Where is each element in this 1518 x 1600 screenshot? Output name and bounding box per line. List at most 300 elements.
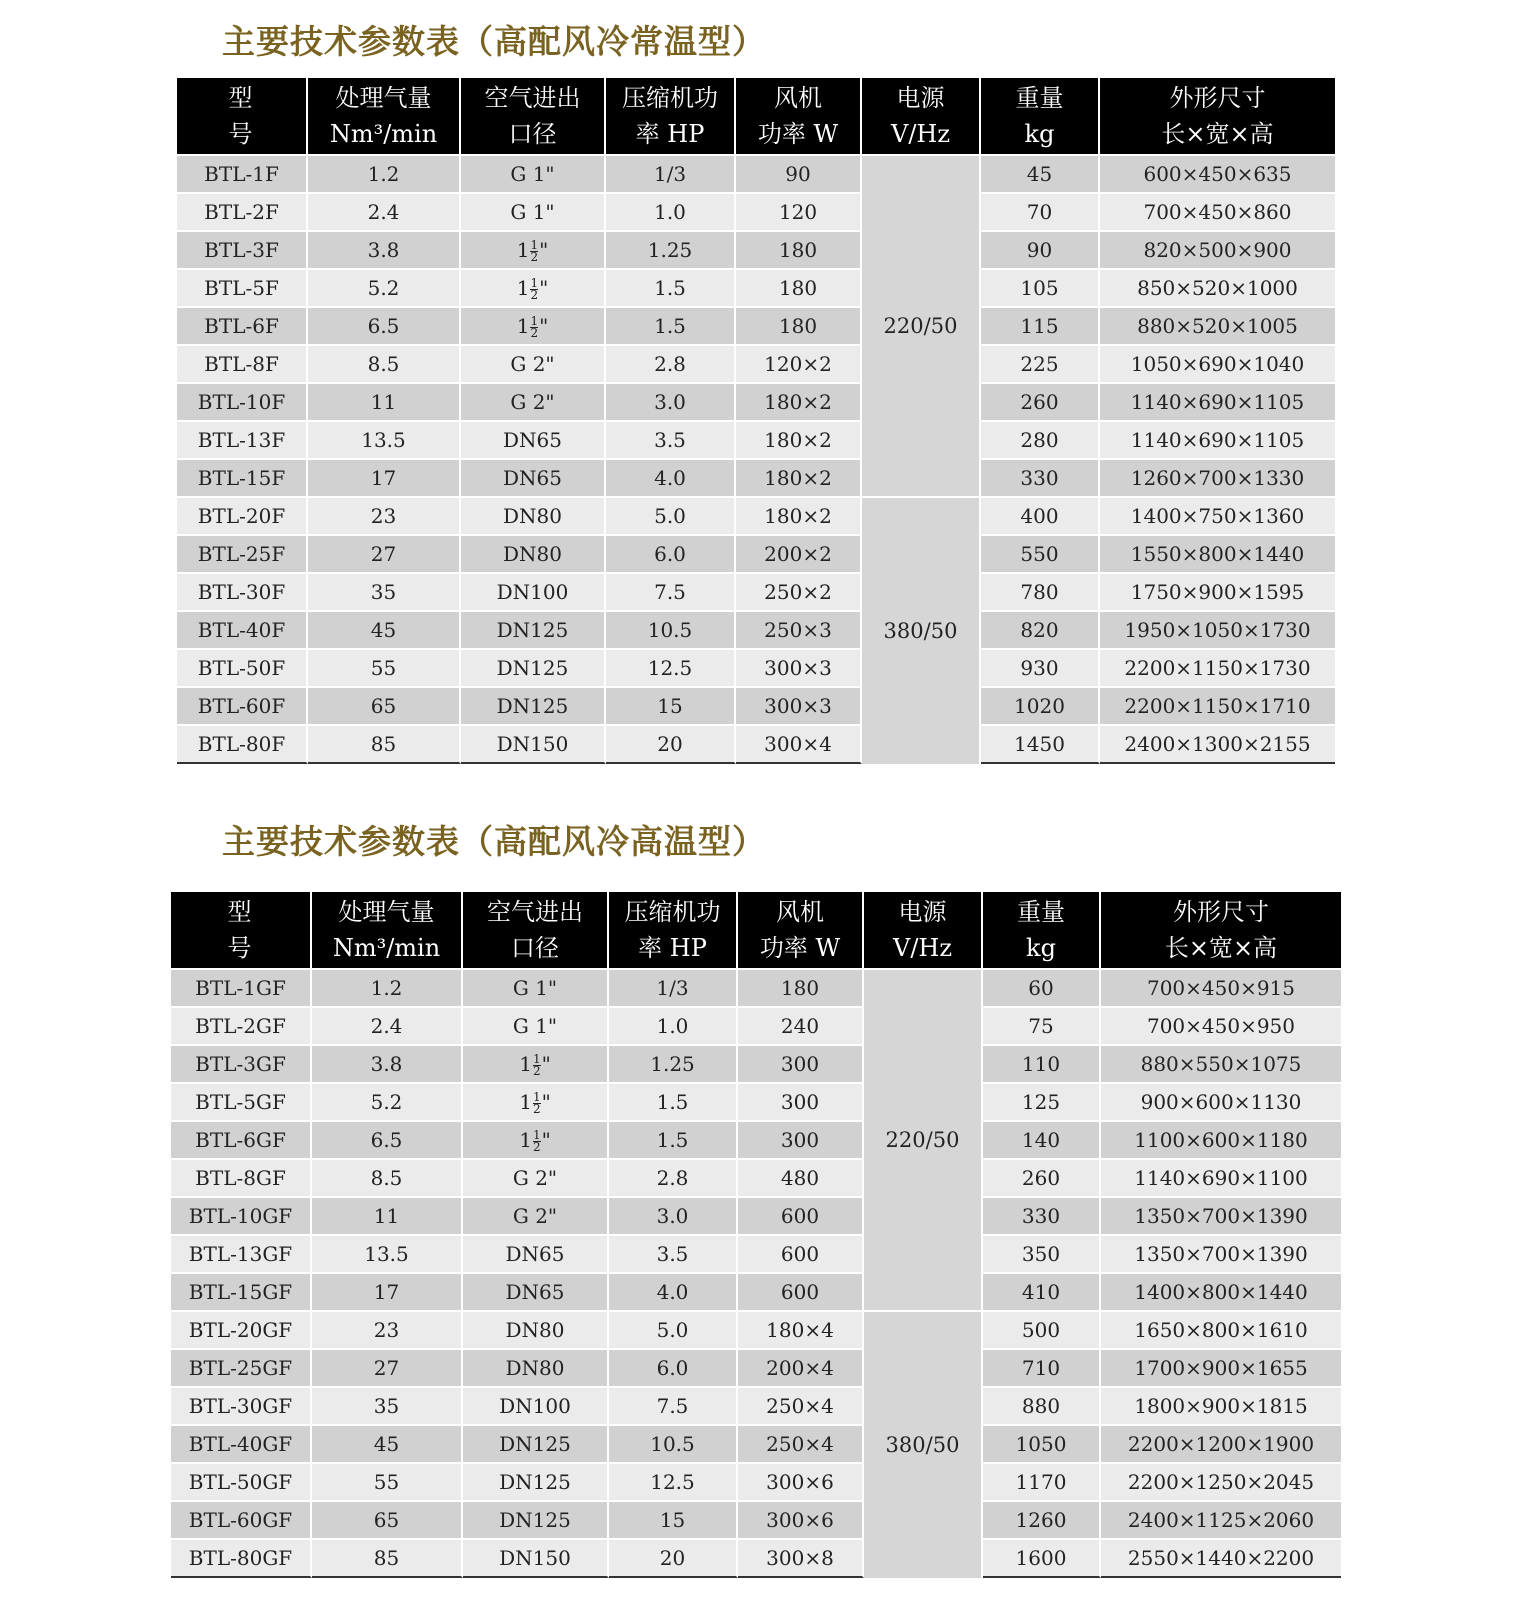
hp-cell: 20 bbox=[606, 724, 736, 764]
header-line-1: 风机 bbox=[774, 84, 822, 112]
port-cell: G 2" bbox=[461, 382, 606, 420]
weight-cell: 125 bbox=[983, 1082, 1101, 1120]
weight-cell: 1050 bbox=[983, 1424, 1101, 1462]
model-cell: BTL-40F bbox=[177, 610, 308, 648]
weight-cell: 90 bbox=[981, 230, 1100, 268]
port-cell: 1 $\frac{1}{2}$ " bbox=[461, 306, 606, 344]
weight-cell: 500 bbox=[983, 1310, 1101, 1348]
weight-cell: 930 bbox=[981, 648, 1100, 686]
fraction-half: $\frac{1}{2}$ bbox=[532, 1127, 541, 1154]
hp-cell: 1.5 bbox=[606, 306, 736, 344]
weight-cell: 110 bbox=[983, 1044, 1101, 1082]
fraction-half: $\frac{1}{2}$ bbox=[530, 275, 539, 302]
flow-cell: 13.5 bbox=[308, 420, 461, 458]
hp-cell: 1.5 bbox=[609, 1120, 738, 1158]
table-row bbox=[171, 1462, 1341, 1500]
model-cell: BTL-15F bbox=[177, 458, 308, 496]
header-cell bbox=[983, 892, 1101, 968]
dims-cell: 1550×800×1440 bbox=[1100, 534, 1335, 572]
model-cell: BTL-60GF bbox=[171, 1500, 312, 1538]
table-row bbox=[177, 686, 1335, 724]
hp-cell: 3.0 bbox=[606, 382, 736, 420]
fan-power-cell: 300×4 bbox=[736, 724, 862, 764]
header-row bbox=[171, 892, 1341, 968]
hp-cell: 3.0 bbox=[609, 1196, 738, 1234]
port-cell: DN80 bbox=[463, 1348, 609, 1386]
model-cell: BTL-1F bbox=[177, 154, 308, 192]
fan-power-cell: 300 bbox=[738, 1044, 864, 1082]
hp-cell: 2.8 bbox=[609, 1158, 738, 1196]
dims-cell: 700×450×860 bbox=[1100, 192, 1335, 230]
dims-cell: 900×600×1130 bbox=[1101, 1082, 1341, 1120]
weight-cell: 820 bbox=[981, 610, 1100, 648]
weight-cell: 330 bbox=[983, 1196, 1101, 1234]
header-line-2: kg bbox=[1024, 120, 1055, 148]
port-cell: DN125 bbox=[463, 1424, 609, 1462]
table-row bbox=[171, 1158, 1341, 1196]
fan-power-cell: 240 bbox=[738, 1006, 864, 1044]
model-cell: BTL-3F bbox=[177, 230, 308, 268]
fan-power-cell: 180×4 bbox=[738, 1310, 864, 1348]
fan-power-cell: 180 bbox=[738, 968, 864, 1006]
dims-cell: 1700×900×1655 bbox=[1101, 1348, 1341, 1386]
weight-cell: 1170 bbox=[983, 1462, 1101, 1500]
fan-power-cell: 300×3 bbox=[736, 686, 862, 724]
dims-cell: 880×520×1005 bbox=[1100, 306, 1335, 344]
dims-cell: 1750×900×1595 bbox=[1100, 572, 1335, 610]
flow-cell: 2.4 bbox=[308, 192, 461, 230]
port-cell: DN125 bbox=[461, 648, 606, 686]
weight-cell: 1450 bbox=[981, 724, 1100, 764]
dims-cell: 1800×900×1815 bbox=[1101, 1386, 1341, 1424]
port-cell: DN150 bbox=[463, 1538, 609, 1578]
hp-cell: 1.0 bbox=[606, 192, 736, 230]
header-cell bbox=[609, 892, 738, 968]
weight-cell: 105 bbox=[981, 268, 1100, 306]
spec-table bbox=[171, 892, 1341, 1578]
dims-cell: 1140×690×1105 bbox=[1100, 382, 1335, 420]
flow-cell: 2.4 bbox=[312, 1006, 463, 1044]
header-line-1: 空气进出 bbox=[487, 898, 583, 926]
model-cell: BTL-2F bbox=[177, 192, 308, 230]
weight-cell: 330 bbox=[981, 458, 1100, 496]
header-line-2: 口径 bbox=[508, 120, 557, 148]
port-cell: G 1" bbox=[461, 154, 606, 192]
flow-cell: 45 bbox=[312, 1424, 463, 1462]
hp-cell: 4.0 bbox=[606, 458, 736, 496]
fan-power-cell: 180 bbox=[736, 268, 862, 306]
dims-cell: 1050×690×1040 bbox=[1100, 344, 1335, 382]
port-cell: DN125 bbox=[461, 686, 606, 724]
table-row bbox=[177, 306, 1335, 344]
weight-cell: 280 bbox=[981, 420, 1100, 458]
dims-cell: 2200×1200×1900 bbox=[1101, 1424, 1341, 1462]
dims-cell: 1100×600×1180 bbox=[1101, 1120, 1341, 1158]
dims-cell: 880×550×1075 bbox=[1101, 1044, 1341, 1082]
flow-cell: 6.5 bbox=[308, 306, 461, 344]
port-cell: G 2" bbox=[461, 344, 606, 382]
port-cell: G 1" bbox=[463, 968, 609, 1006]
hp-cell: 7.5 bbox=[606, 572, 736, 610]
dims-cell: 1140×690×1105 bbox=[1100, 420, 1335, 458]
port-cell: G 2" bbox=[463, 1158, 609, 1196]
table-row bbox=[177, 420, 1335, 458]
port-cell: DN65 bbox=[463, 1234, 609, 1272]
header-line-2: 功率 W bbox=[759, 934, 841, 962]
weight-cell: 225 bbox=[981, 344, 1100, 382]
flow-cell: 6.5 bbox=[312, 1120, 463, 1158]
hp-cell: 20 bbox=[609, 1538, 738, 1578]
table-row bbox=[177, 154, 1335, 192]
header-cell bbox=[606, 78, 736, 154]
table-row bbox=[171, 968, 1341, 1006]
flow-cell: 65 bbox=[312, 1500, 463, 1538]
header-line-1: 型 号 bbox=[228, 84, 275, 148]
fan-power-cell: 300×3 bbox=[736, 648, 862, 686]
dims-cell: 1260×700×1330 bbox=[1100, 458, 1335, 496]
port-cell: DN65 bbox=[463, 1272, 609, 1310]
table-row bbox=[171, 1006, 1341, 1044]
flow-cell: 35 bbox=[308, 572, 461, 610]
fan-power-cell: 300 bbox=[738, 1082, 864, 1120]
fraction-half: $\frac{1}{2}$ bbox=[530, 237, 539, 264]
model-cell: BTL-80GF bbox=[171, 1538, 312, 1578]
weight-cell: 60 bbox=[983, 968, 1101, 1006]
dims-cell: 2200×1250×2045 bbox=[1101, 1462, 1341, 1500]
hp-cell: 10.5 bbox=[609, 1424, 738, 1462]
weight-cell: 70 bbox=[981, 192, 1100, 230]
table-row bbox=[177, 382, 1335, 420]
flow-cell: 11 bbox=[312, 1196, 463, 1234]
table-row bbox=[171, 1500, 1341, 1538]
dims-cell: 1350×700×1390 bbox=[1101, 1234, 1341, 1272]
weight-cell: 350 bbox=[983, 1234, 1101, 1272]
header-line-1: 外形尺寸 bbox=[1169, 84, 1266, 112]
model-cell: BTL-3GF bbox=[171, 1044, 312, 1082]
flow-cell: 13.5 bbox=[312, 1234, 463, 1272]
hp-cell: 4.0 bbox=[609, 1272, 738, 1310]
model-cell: BTL-5GF bbox=[171, 1082, 312, 1120]
fan-power-cell: 180 bbox=[736, 230, 862, 268]
header-line-2: V/Hz bbox=[893, 934, 952, 962]
weight-cell: 400 bbox=[981, 496, 1100, 534]
table-row bbox=[171, 1044, 1341, 1082]
model-cell: BTL-20F bbox=[177, 496, 308, 534]
table-body bbox=[171, 968, 1341, 1578]
weight-cell: 1260 bbox=[983, 1500, 1101, 1538]
model-cell: BTL-13GF bbox=[171, 1234, 312, 1272]
model-cell: BTL-8F bbox=[177, 344, 308, 382]
flow-cell: 5.2 bbox=[312, 1082, 463, 1120]
header-cell bbox=[862, 78, 981, 154]
hp-cell: 3.5 bbox=[609, 1234, 738, 1272]
header-line-1: 处理气量 bbox=[338, 898, 435, 926]
header-cell bbox=[1100, 78, 1335, 154]
model-cell: BTL-15GF bbox=[171, 1272, 312, 1310]
table-row bbox=[177, 610, 1335, 648]
model-cell: BTL-13F bbox=[177, 420, 308, 458]
fan-power-cell: 300×8 bbox=[738, 1538, 864, 1578]
model-cell: BTL-8GF bbox=[171, 1158, 312, 1196]
model-cell: BTL-50F bbox=[177, 648, 308, 686]
port-cell: DN80 bbox=[463, 1310, 609, 1348]
table-row bbox=[171, 1082, 1341, 1120]
fan-power-cell: 250×3 bbox=[736, 610, 862, 648]
header-line-1: 电源 bbox=[898, 898, 947, 926]
port-cell: DN65 bbox=[461, 458, 606, 496]
header-cell bbox=[736, 78, 862, 154]
dims-cell: 1650×800×1610 bbox=[1101, 1310, 1341, 1348]
fan-power-cell: 600 bbox=[738, 1196, 864, 1234]
table-body bbox=[177, 154, 1335, 764]
hp-cell: 1.25 bbox=[609, 1044, 738, 1082]
flow-cell: 65 bbox=[308, 686, 461, 724]
dims-cell: 2400×1300×2155 bbox=[1100, 724, 1335, 764]
header-cell bbox=[171, 892, 312, 968]
model-cell: BTL-25F bbox=[177, 534, 308, 572]
model-cell: BTL-40GF bbox=[171, 1424, 312, 1462]
header-cell bbox=[738, 892, 864, 968]
fan-power-cell: 300×6 bbox=[738, 1500, 864, 1538]
model-cell: BTL-30F bbox=[177, 572, 308, 610]
power-supply-cell: 380/50 bbox=[862, 496, 981, 764]
weight-cell: 260 bbox=[983, 1158, 1101, 1196]
table-row bbox=[177, 534, 1335, 572]
table-row bbox=[171, 1348, 1341, 1386]
header-cell bbox=[1101, 892, 1341, 968]
header-line-1: 电源 bbox=[896, 84, 945, 112]
header-line-2: 率 HP bbox=[635, 120, 705, 148]
header-line-1: 型 号 bbox=[227, 898, 274, 962]
flow-cell: 23 bbox=[312, 1310, 463, 1348]
model-cell: BTL-6F bbox=[177, 306, 308, 344]
flow-cell: 8.5 bbox=[312, 1158, 463, 1196]
dims-cell: 850×520×1000 bbox=[1100, 268, 1335, 306]
fan-power-cell: 250×4 bbox=[738, 1424, 864, 1462]
hp-cell: 15 bbox=[606, 686, 736, 724]
hp-cell: 10.5 bbox=[606, 610, 736, 648]
dims-cell: 1400×800×1440 bbox=[1101, 1272, 1341, 1310]
flow-cell: 1.2 bbox=[312, 968, 463, 1006]
table-row bbox=[171, 1538, 1341, 1578]
dims-cell: 2200×1150×1710 bbox=[1100, 686, 1335, 724]
hp-cell: 3.5 bbox=[606, 420, 736, 458]
header-cell bbox=[463, 892, 609, 968]
fan-power-cell: 600 bbox=[738, 1234, 864, 1272]
port-cell: 1 $\frac{1}{2}$ " bbox=[461, 268, 606, 306]
flow-cell: 3.8 bbox=[308, 230, 461, 268]
header-line-1: 重量 bbox=[1015, 84, 1064, 112]
hp-cell: 1.0 bbox=[609, 1006, 738, 1044]
port-cell: DN80 bbox=[461, 496, 606, 534]
header-line-2: 长×宽×高 bbox=[1161, 120, 1274, 148]
header-cell bbox=[461, 78, 606, 154]
hp-cell: 6.0 bbox=[609, 1348, 738, 1386]
fan-power-cell: 200×4 bbox=[738, 1348, 864, 1386]
fan-power-cell: 90 bbox=[736, 154, 862, 192]
header-line-2: Nm³/min bbox=[329, 120, 438, 148]
fan-power-cell: 120×2 bbox=[736, 344, 862, 382]
spec-table bbox=[177, 78, 1335, 764]
flow-cell: 27 bbox=[312, 1348, 463, 1386]
model-cell: BTL-1GF bbox=[171, 968, 312, 1006]
header-line-1: 空气进出 bbox=[484, 84, 581, 112]
fan-power-cell: 300×6 bbox=[738, 1462, 864, 1500]
fan-power-cell: 180×2 bbox=[736, 382, 862, 420]
model-cell: BTL-25GF bbox=[171, 1348, 312, 1386]
table-row bbox=[177, 496, 1335, 534]
hp-cell: 1/3 bbox=[606, 154, 736, 192]
fraction-half: $\frac{1}{2}$ bbox=[532, 1051, 541, 1078]
hp-cell: 15 bbox=[609, 1500, 738, 1538]
table-row bbox=[171, 1196, 1341, 1234]
table-row bbox=[177, 268, 1335, 306]
flow-cell: 85 bbox=[312, 1538, 463, 1578]
weight-cell: 780 bbox=[981, 572, 1100, 610]
dims-cell: 820×500×900 bbox=[1100, 230, 1335, 268]
hp-cell: 7.5 bbox=[609, 1386, 738, 1424]
flow-cell: 23 bbox=[308, 496, 461, 534]
model-cell: BTL-80F bbox=[177, 724, 308, 764]
header-line-1: 处理气量 bbox=[335, 84, 432, 112]
port-cell: 1 $\frac{1}{2}$ " bbox=[463, 1082, 609, 1120]
flow-cell: 3.8 bbox=[312, 1044, 463, 1082]
table-row bbox=[171, 1234, 1341, 1272]
hp-cell: 12.5 bbox=[609, 1462, 738, 1500]
hp-cell: 1.5 bbox=[609, 1082, 738, 1120]
power-supply-cell: 380/50 bbox=[864, 1310, 983, 1578]
table-row bbox=[171, 1272, 1341, 1310]
fan-power-cell: 180×2 bbox=[736, 496, 862, 534]
table-row bbox=[177, 192, 1335, 230]
port-cell: DN125 bbox=[463, 1462, 609, 1500]
port-cell: DN100 bbox=[461, 572, 606, 610]
power-supply-cell: 220/50 bbox=[862, 154, 981, 496]
table-row bbox=[171, 1310, 1341, 1348]
model-cell: BTL-5F bbox=[177, 268, 308, 306]
port-cell: G 1" bbox=[461, 192, 606, 230]
fraction-half: $\frac{1}{2}$ bbox=[530, 313, 539, 340]
hp-cell: 2.8 bbox=[606, 344, 736, 382]
port-cell: DN100 bbox=[463, 1386, 609, 1424]
dims-cell: 700×450×915 bbox=[1101, 968, 1341, 1006]
header-line-2: 功率 W bbox=[757, 120, 839, 148]
weight-cell: 880 bbox=[983, 1386, 1101, 1424]
port-cell: 1 $\frac{1}{2}$ " bbox=[463, 1044, 609, 1082]
weight-cell: 140 bbox=[983, 1120, 1101, 1158]
header-line-1: 外形尺寸 bbox=[1173, 898, 1269, 926]
table-row bbox=[177, 344, 1335, 382]
fan-power-cell: 250×2 bbox=[736, 572, 862, 610]
fan-power-cell: 200×2 bbox=[736, 534, 862, 572]
fraction-half: $\frac{1}{2}$ bbox=[532, 1089, 541, 1116]
hp-cell: 1.25 bbox=[606, 230, 736, 268]
fan-power-cell: 480 bbox=[738, 1158, 864, 1196]
model-cell: BTL-2GF bbox=[171, 1006, 312, 1044]
flow-cell: 11 bbox=[308, 382, 461, 420]
model-cell: BTL-6GF bbox=[171, 1120, 312, 1158]
model-cell: BTL-10GF bbox=[171, 1196, 312, 1234]
table-title: 主要技术参数表（高配风冷高温型） bbox=[222, 822, 766, 861]
flow-cell: 85 bbox=[308, 724, 461, 764]
fan-power-cell: 180×2 bbox=[736, 458, 862, 496]
flow-cell: 5.2 bbox=[308, 268, 461, 306]
header-line-2: V/Hz bbox=[891, 120, 950, 148]
weight-cell: 1600 bbox=[983, 1538, 1101, 1578]
model-cell: BTL-30GF bbox=[171, 1386, 312, 1424]
dims-cell: 2200×1150×1730 bbox=[1100, 648, 1335, 686]
power-supply-cell: 220/50 bbox=[864, 968, 983, 1310]
fan-power-cell: 120 bbox=[736, 192, 862, 230]
weight-cell: 115 bbox=[981, 306, 1100, 344]
weight-cell: 260 bbox=[981, 382, 1100, 420]
table-row bbox=[171, 1386, 1341, 1424]
port-cell: 1 $\frac{1}{2}$ " bbox=[463, 1120, 609, 1158]
fan-power-cell: 180×2 bbox=[736, 420, 862, 458]
hp-cell: 1/3 bbox=[609, 968, 738, 1006]
fan-power-cell: 180 bbox=[736, 306, 862, 344]
dims-cell: 600×450×635 bbox=[1100, 154, 1335, 192]
flow-cell: 27 bbox=[308, 534, 461, 572]
hp-cell: 6.0 bbox=[606, 534, 736, 572]
header-row bbox=[177, 78, 1335, 154]
flow-cell: 17 bbox=[312, 1272, 463, 1310]
header-line-1: 重量 bbox=[1017, 898, 1065, 926]
header-line-1: 压缩机功 bbox=[624, 898, 721, 926]
header-line-1: 压缩机功 bbox=[622, 84, 718, 112]
flow-cell: 55 bbox=[308, 648, 461, 686]
port-cell: DN150 bbox=[461, 724, 606, 764]
header-line-2: 率 HP bbox=[638, 934, 707, 962]
port-cell: 1 $\frac{1}{2}$ " bbox=[461, 230, 606, 268]
port-cell: DN125 bbox=[463, 1500, 609, 1538]
dims-cell: 1400×750×1360 bbox=[1100, 496, 1335, 534]
table-row bbox=[177, 572, 1335, 610]
weight-cell: 75 bbox=[983, 1006, 1101, 1044]
hp-cell: 5.0 bbox=[609, 1310, 738, 1348]
header-line-2: Nm³/min bbox=[332, 934, 441, 962]
table-row bbox=[171, 1424, 1341, 1462]
header-cell bbox=[308, 78, 461, 154]
fan-power-cell: 300 bbox=[738, 1120, 864, 1158]
dims-cell: 2400×1125×2060 bbox=[1101, 1500, 1341, 1538]
weight-cell: 710 bbox=[983, 1348, 1101, 1386]
hp-cell: 12.5 bbox=[606, 648, 736, 686]
dims-cell: 1140×690×1100 bbox=[1101, 1158, 1341, 1196]
weight-cell: 550 bbox=[981, 534, 1100, 572]
header-cell bbox=[177, 78, 308, 154]
dims-cell: 1350×700×1390 bbox=[1101, 1196, 1341, 1234]
weight-cell: 1020 bbox=[981, 686, 1100, 724]
header-cell bbox=[981, 78, 1100, 154]
header-cell bbox=[864, 892, 983, 968]
dims-cell: 1950×1050×1730 bbox=[1100, 610, 1335, 648]
table-row bbox=[177, 458, 1335, 496]
port-cell: DN65 bbox=[461, 420, 606, 458]
model-cell: BTL-50GF bbox=[171, 1462, 312, 1500]
header-line-2: 长×宽×高 bbox=[1164, 934, 1278, 962]
table-row bbox=[177, 724, 1335, 764]
hp-cell: 1.5 bbox=[606, 268, 736, 306]
dims-cell: 2550×1440×2200 bbox=[1101, 1538, 1341, 1578]
flow-cell: 35 bbox=[312, 1386, 463, 1424]
flow-cell: 1.2 bbox=[308, 154, 461, 192]
table-row bbox=[177, 230, 1335, 268]
port-cell: DN80 bbox=[461, 534, 606, 572]
header-line-2: 口径 bbox=[511, 934, 559, 962]
table-row bbox=[171, 1120, 1341, 1158]
table-title: 主要技术参数表（高配风冷常温型） bbox=[222, 22, 766, 61]
